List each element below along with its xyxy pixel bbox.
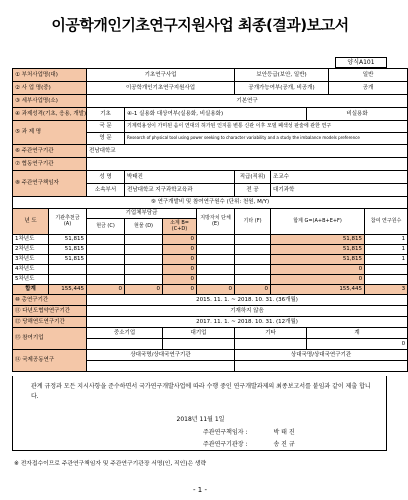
pi-label: ⑧ 주관연구책임자 xyxy=(13,171,87,197)
year-total: 51,815 xyxy=(271,255,365,265)
pi-dept-value: 전남대학교 지구과학교육과 xyxy=(125,184,235,197)
sum-researchers: 3 xyxy=(365,285,408,295)
pi-dept-label: 소속부서 xyxy=(87,184,125,197)
year-label: 5차년도 xyxy=(13,275,49,285)
year-cash xyxy=(87,255,125,265)
participants-h-large: 대기업 xyxy=(163,328,235,339)
year-researchers: 1 xyxy=(365,245,408,255)
budget-sum-row xyxy=(13,285,408,295)
budget-col-researchers: 참여 연구원수 xyxy=(365,209,408,235)
pi-major-value: 대기과학 xyxy=(271,184,408,197)
research-type-value: 기초 xyxy=(87,108,125,121)
budget-col-govt: 기관추천금 (A) xyxy=(49,209,87,235)
sum-label: 합계 xyxy=(13,285,49,295)
year-etc xyxy=(235,245,271,255)
year-etc xyxy=(235,265,271,275)
pi-major-label: 전 공 xyxy=(235,184,271,197)
year-local xyxy=(197,245,235,255)
lead-org-value: 전남대학교 xyxy=(87,145,408,158)
task-en-label: 영 문 xyxy=(87,133,125,145)
budget-col-cash: 현금 (C) xyxy=(87,219,125,235)
declaration-date: 2018년 11월 1일 xyxy=(176,416,225,423)
intl-h-country2: 상대국명/상대국연구기관 xyxy=(235,350,408,361)
sum-govt: 155,445 xyxy=(49,285,87,295)
budget-row xyxy=(13,235,408,245)
year-subtotal: 0 xyxy=(163,265,197,275)
year-label: 3차년도 xyxy=(13,255,49,265)
intl-h-country: 상대국명/상대국연구기관 xyxy=(87,350,235,361)
multiyear-period-label: ⑪ 다년도협약연구기간 xyxy=(13,306,87,317)
year-govt xyxy=(49,265,87,275)
budget-row xyxy=(13,265,408,275)
practical-value: 비실용화 xyxy=(307,108,408,121)
research-type-label: ④ 과제성격(기초, 응용, 개발) xyxy=(13,108,87,121)
pi-position-value: 조교수 xyxy=(271,171,408,184)
year-subtotal: 0 xyxy=(163,275,197,285)
dept-label: ① 부처사업명(대) xyxy=(13,69,87,82)
project-name-value: 이공학개인기초연구지원사업 xyxy=(87,82,235,95)
year-total: 51,815 xyxy=(271,245,365,255)
intl-v-country xyxy=(87,361,235,372)
report-title: 이공학개인기초연구지원사업 최종(결과)보고서 xyxy=(51,16,349,34)
year-subtotal: 0 xyxy=(163,235,197,245)
budget-col-etc: 기타 (F) xyxy=(235,209,271,235)
task-name-label: ⑤ 과 제 명 xyxy=(13,121,87,145)
pi-position-label: 직급(직위) xyxy=(235,171,271,184)
year-total: 51,815 xyxy=(271,235,365,245)
participants-v-total: 0 xyxy=(307,339,408,350)
year-govt: 51,815 xyxy=(49,245,87,255)
budget-section-label: ⑨ 연구개발비 및 참여연구원수 (단위: 천원, M/Y) xyxy=(13,197,408,209)
practical-label: ④-1 실용화 대상여부(실용화, 비실용화) xyxy=(125,108,307,121)
participants-v-sme xyxy=(87,339,163,350)
intl-label: ⑭ 국제공동연구 xyxy=(13,350,87,372)
year-inkind xyxy=(125,275,163,285)
budget-row xyxy=(13,275,408,285)
total-period-value: 2015. 11. 1. ~ 2018. 10. 31. (36개월) xyxy=(87,295,408,306)
year-total: 0 xyxy=(271,275,365,285)
pi-name-label: 성 명 xyxy=(87,171,125,184)
program-value: 기초연구사업 xyxy=(87,69,235,82)
coop-org-value xyxy=(87,158,408,171)
year-label: 4차년도 xyxy=(13,265,49,275)
footnote: ※ 전자접수이므로 주관연구책임자 및 주관연구기관장 서명(인, 직인)은 생략 xyxy=(14,461,207,467)
year-subtotal: 0 xyxy=(163,255,197,265)
multiyear-period-value: 기재하지 않음 xyxy=(87,306,408,317)
year-inkind xyxy=(125,255,163,265)
year-local xyxy=(197,265,235,275)
disclosure-value: 공개 xyxy=(329,82,408,95)
year-inkind xyxy=(125,265,163,275)
intl-v-country2 xyxy=(235,361,408,372)
participants-h-sme: 중소기업 xyxy=(87,328,163,339)
year-label: 2차년도 xyxy=(13,245,49,255)
budget-col-inkind: 현물 (D) xyxy=(125,219,163,235)
pi-name-value: 박태진 xyxy=(125,171,235,184)
head-signature xyxy=(203,439,295,448)
year-researchers xyxy=(365,275,408,285)
year-cash xyxy=(87,235,125,245)
year-govt xyxy=(49,275,87,285)
year-local xyxy=(197,235,235,245)
budget-col-local: 지방자치 단체 (E) xyxy=(197,209,235,235)
sum-total: 155,445 xyxy=(271,285,365,295)
sum-cash: 0 xyxy=(87,285,125,295)
declaration-box xyxy=(12,376,387,451)
pi-signature-label: 주관연구책임자 : xyxy=(203,429,248,436)
year-govt: 51,815 xyxy=(49,255,87,265)
year-subtotal: 0 xyxy=(163,245,197,255)
year-inkind xyxy=(125,245,163,255)
sub-project-label: ③ 세부사업명(소) xyxy=(13,95,87,108)
sum-local: 0 xyxy=(197,285,235,295)
year-etc xyxy=(235,255,271,265)
report-form-table xyxy=(12,68,408,372)
year-cash xyxy=(87,275,125,285)
sub-project-value: 기본연구 xyxy=(87,95,408,108)
year-local xyxy=(197,255,235,265)
page-number: - 1 - xyxy=(193,486,207,494)
form-id-badge: 양식A101 xyxy=(335,57,387,68)
sum-etc: 0 xyxy=(235,285,271,295)
year-etc xyxy=(235,275,271,285)
head-signature-label: 주관연구기관장 : xyxy=(203,441,248,448)
year-total: 0 xyxy=(271,265,365,275)
year-cash xyxy=(87,245,125,255)
pi-signature xyxy=(203,427,295,436)
security-label: 보안등급(보안, 일반) xyxy=(235,69,329,82)
task-kr-value: 기계력용성이 가미된 음이 연대의 허가된 인지를 변통 신관 이후 모델 폐색성 판술에 관한 연구 xyxy=(125,121,408,133)
budget-col-subtotal: 소계 B=(C+D) xyxy=(163,219,197,235)
current-period-value: 2017. 11. 1. ~ 2018. 10. 31. (12개월) xyxy=(87,317,408,328)
year-label: 1차년도 xyxy=(13,235,49,245)
budget-col-private: 기업체부담금 xyxy=(87,209,197,219)
participants-label: ⑬ 참여기업 xyxy=(13,328,87,350)
task-en-value: Research of physical tool using power seeking to character variability and a study the imbalance models preference xyxy=(125,133,408,145)
participants-v-large xyxy=(163,339,235,350)
security-value: 일반 xyxy=(329,69,408,82)
sum-inkind: 0 xyxy=(125,285,163,295)
head-signature-name: 송 진 규 xyxy=(273,441,295,448)
total-period-label: ⑩ 총연구기간 xyxy=(13,295,87,306)
year-govt: 51,815 xyxy=(49,235,87,245)
participants-h-etc: 기타 xyxy=(235,328,307,339)
year-inkind xyxy=(125,235,163,245)
budget-row xyxy=(13,255,408,265)
year-researchers xyxy=(365,265,408,275)
current-period-label: ⑫ 당해연도연구기간 xyxy=(13,317,87,328)
year-researchers: 1 xyxy=(365,235,408,245)
year-researchers: 1 xyxy=(365,255,408,265)
year-local xyxy=(197,275,235,285)
budget-col-year: 년 도 xyxy=(13,209,49,235)
participants-h-total: 계 xyxy=(307,328,408,339)
pi-signature-name: 박 태 진 xyxy=(273,429,295,436)
declaration-text: 관계 규정과 모든 지시사항을 준수하면서 국가연구개발사업에 따라 수행 중인 연구개발과제의 최종보고서를 붙임과 같이 제출 합니다. xyxy=(31,383,371,400)
lead-org-label: ⑥ 주관연구기관 xyxy=(13,145,87,158)
task-kr-label: 국 문 xyxy=(87,121,125,133)
sum-subtotal: 0 xyxy=(163,285,197,295)
coop-org-label: ⑦ 협동연구기관 xyxy=(13,158,87,171)
budget-col-total: 합계 G=(A+B+E+F) xyxy=(271,209,365,235)
budget-row xyxy=(13,245,408,255)
year-etc xyxy=(235,235,271,245)
disclosure-label: 공개가능여부(공개, 비공개) xyxy=(235,82,329,95)
participants-v-etc xyxy=(235,339,307,350)
year-cash xyxy=(87,265,125,275)
project-name-label: ② 사 업 명(중) xyxy=(13,82,87,95)
